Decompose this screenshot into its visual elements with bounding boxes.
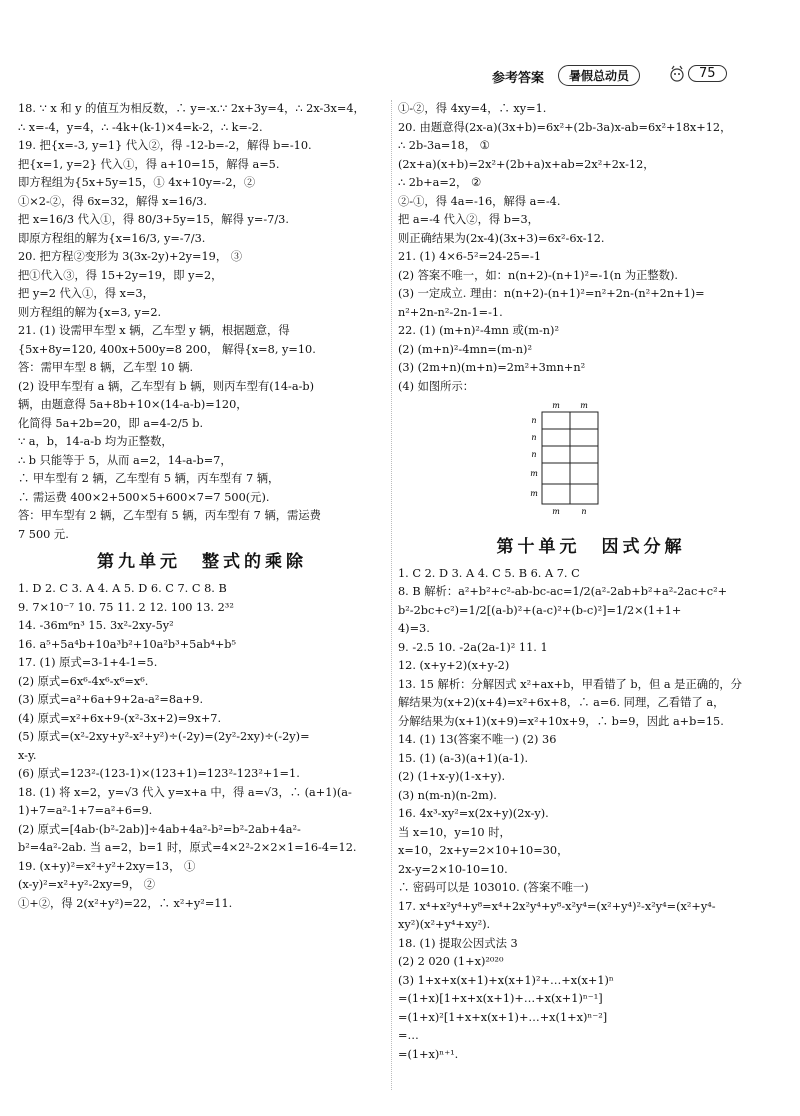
answer-line: 1. C 2. D 3. A 4. C 5. B 6. A 7. C — [398, 566, 580, 580]
answer-line: 把 y=2 代入①，得 x=3， — [18, 287, 154, 300]
unit10-title: 第十单元 因式分解 — [496, 536, 686, 557]
answer-line: ∴ 甲车型有 2 辆，乙车型有 5 辆，丙车型有 7 辆， — [18, 472, 280, 485]
figure-side-label: m — [530, 489, 538, 498]
answer-line: 21. (1) 设需甲车型 x 辆，乙车型 y 辆，根据题意，得 — [18, 324, 290, 337]
answer-line: (3) 一定成立. 理由：n(n+2)-(n+1)²=n²+2n-(n²+2n+1)= — [398, 287, 705, 300]
answer-line: ①×2-②，得 6x=32，解得 x=16/3. — [18, 194, 207, 208]
answer-line: 4)=3. — [398, 622, 430, 635]
answer-line: 当 x=10，y=10 时， — [398, 825, 511, 839]
answer-line: 把{x=1, y=2} 代入①，得 a+10=15，解得 a=5. — [18, 157, 280, 171]
figure-bottom-label: n — [581, 507, 587, 516]
answer-line: ∴ 2b+a=2， ② — [398, 176, 482, 189]
answer-line: 即方程组为{5x+5y=15，① 4x+10y=-2，② — [18, 176, 256, 189]
figure-side-label: n — [531, 450, 537, 459]
answer-line: 解结果为(x+2)(x+4)=x²+6x+8，∴ a=6. 同理，乙看错了 a， — [398, 696, 725, 709]
answer-line: ①+②，得 2(x²+y²)=22，∴ x²+y²=11. — [18, 896, 233, 910]
answer-line: 22. (1) (m+n)²-4mn 或(m-n)² — [398, 324, 559, 337]
figure-side-label: n — [531, 433, 537, 442]
answer-line: =… — [398, 1029, 419, 1042]
answer-line: 2x-y=2×10-10=10. — [398, 862, 508, 876]
answer-line: (3) (2m+n)(m+n)=2m²+3mn+n² — [398, 361, 586, 374]
answer-line: 18. ∵ x 和 y 的值互为相反数，∴ y=-x.∵ 2x+3y=4，∴ 2x-3x=4， — [18, 102, 365, 115]
header-reference-label: 参考答案 — [492, 71, 545, 86]
right-top-answers — [398, 100, 784, 396]
answer-line: (3) 原式=a²+6a+9+2a-a²=8a+9. — [18, 693, 204, 706]
answer-line: 8. B 解析：a²+b²+c²-ab-bc-ac=1/2(a²-2ab+b²+a²-2ac+c²+ — [398, 585, 728, 598]
figure-bottom-label: m — [552, 507, 560, 516]
answer-line: (4) 如图所示： — [398, 379, 475, 393]
answer-line: 答：甲车型有 2 辆，乙车型有 5 辆，丙车型有 7 辆，需运费 — [18, 509, 321, 522]
answer-line: 把 a=-4 代入②，得 b=3， — [398, 213, 539, 226]
answer-line: 则方程组的解为{x=3, y=2. — [18, 305, 162, 319]
answer-line: 9. 7×10⁻⁷ 10. 75 11. 2 12. 100 13. 2³² — [18, 600, 234, 614]
answer-line: ②-①，得 4a=-16，解得 a=-4. — [398, 194, 561, 208]
answer-line: =(1+x)²[1+x+x(x+1)+…+x(1+x)ⁿ⁻²] — [398, 1010, 608, 1024]
answer-line: (6) 原式=123²-(123-1)×(123+1)=123²-123²+1=1. — [18, 767, 300, 780]
answer-line: (3) n(m-n)(n-2m). — [398, 788, 497, 802]
answer-line: 13. 15 解析：分解因式 x²+ax+b，甲看错了 b，但 a 是正确的，分 — [398, 677, 742, 691]
figure-side-label: n — [531, 416, 537, 425]
left-column — [18, 100, 386, 913]
answer-line: 14. -36m⁶n³ 15. 3x²-2xy-5y² — [18, 619, 174, 632]
answer-line: 17. (1) 原式=3-1+4-1=5. — [18, 656, 158, 669]
answer-line: (2) (m+n)²-4mn=(m-n)² — [398, 342, 532, 356]
area-model-figure — [528, 400, 608, 518]
answer-line: (2) 答案不唯一，如：n(n+2)-(n+1)²=-1(n 为正整数). — [398, 268, 679, 282]
answer-line: (4) 原式=x²+6x+9-(x²-3x+2)=9x+7. — [18, 711, 222, 725]
answer-line: {5x+8y=120, 400x+500y=8 200， 解得{x=8, y=10. — [18, 342, 316, 356]
answer-line: 把①代入③，得 15+2y=19，即 y=2， — [18, 268, 223, 282]
answer-line: 16. a⁵+5a⁴b+10a³b²+10a²b³+5ab⁴+b⁵ — [18, 637, 237, 651]
answer-line: ∴ 密码可以是 103010. (答案不唯一) — [398, 881, 589, 894]
answer-line: 答：需甲车型 8 辆，乙车型 10 辆. — [18, 361, 194, 374]
answer-line: (3) 1+x+x(x+1)+x(x+1)²+…+x(x+1)ⁿ — [398, 973, 614, 987]
answer-line: ∴ x=-4，y=4，∴ -4k+(k-1)×4=k-2，∴ k=-2. — [18, 120, 263, 134]
left-bottom-answers — [18, 580, 386, 913]
answer-line: ∴ 2b-3a=18， ① — [398, 139, 490, 152]
answer-line: 18. (1) 将 x=2，y=√3 代入 y=x+a 中，得 a=√3，∴ (a+1)(a- — [18, 785, 352, 799]
page-header — [488, 64, 733, 86]
header-brand: 暑假总动员 — [558, 65, 640, 86]
answer-line: n²+2n-n²-2n-1=-1. — [398, 305, 503, 319]
answer-line: b²=4a²-2ab. 当 a=2，b=1 时，原式=4×2²-2×2×1=16-4=12. — [18, 841, 357, 854]
answer-line: 1)+7=a²-1+7=a²+6=9. — [18, 804, 153, 817]
answer-line: 辆，由题意得 5a+8b+10×(14-a-b)=120， — [18, 398, 248, 411]
answer-line: (x-y)²=x²+y²-2xy=9， ② — [18, 878, 156, 891]
answer-line: 17. x⁴+x²y⁴+y⁸=x⁴+2x²y⁴+y⁸-x²y⁴=(x²+y⁴)²-x²y⁴=(x²+y⁴- — [398, 899, 716, 913]
right-column — [398, 100, 784, 1064]
answer-line: 15. (1) (a-3)(a+1)(a-1). — [398, 751, 529, 765]
answer-line: (2) 设甲车型有 a 辆，乙车型有 b 辆，则丙车型有(14-a-b) — [18, 379, 315, 393]
answer-line: =(1+x)ⁿ⁺¹. — [398, 1047, 459, 1061]
right-bottom-answers — [398, 565, 784, 1065]
answer-line: 1. D 2. C 3. A 4. A 5. D 6. C 7. C 8. B — [18, 582, 227, 595]
unit9-title: 第九单元 整式的乘除 — [97, 552, 307, 572]
answer-line: 则正确结果为(2x-4)(3x+3)=6x²-6x-12. — [398, 231, 605, 245]
answer-line: 分解结果为(x+1)(x+9)=x²+10x+9，∴ b=9，因此 a+b=15. — [398, 714, 724, 728]
page-number: 75 — [688, 65, 727, 82]
answer-line: 把 x=16/3 代入①，得 80/3+5y=15，解得 y=-7/3. — [18, 213, 289, 226]
answer-line: (2) 原式=6x⁶-4x⁶-x⁶=x⁶. — [18, 674, 149, 688]
answer-line: (2) 2 020 (1+x)²⁰²⁰ — [398, 955, 504, 968]
answer-line: 12. (x+y+2)(x+y-2) — [398, 659, 510, 672]
answer-line: ∴ b 只能等于 5，从而 a=2，14-a-b=7， — [18, 453, 232, 467]
answer-line: 20. 把方程②变形为 3(3x-2y)+2y=19， ③ — [18, 250, 243, 263]
left-top-answers — [18, 100, 386, 544]
answer-line: 7 500 元. — [18, 527, 69, 541]
answer-line: ∵ a，b，14-a-b 均为正整数， — [18, 435, 173, 448]
answer-line: 即原方程组的解为{x=16/3, y=-7/3. — [18, 231, 206, 245]
answer-line: (2) (1+x-y)(1-x+y). — [398, 770, 506, 783]
answer-line: ①-②，得 4xy=4，∴ xy=1. — [398, 102, 547, 115]
answer-line: 化简得 5a+2b=20，即 a=4-2/5 b. — [18, 416, 204, 430]
answer-line: 9. -2.5 10. -2a(2a-1)² 11. 1 — [398, 640, 548, 654]
mascot-icon — [668, 64, 686, 84]
figure-top-label: m — [580, 401, 588, 410]
answer-line: 20. 由题意得(2x-a)(3x+b)=6x²+(2b-3a)x-ab=6x²+18x+12， — [398, 120, 732, 134]
answer-line: x=10，2x+y=2×10+10=30， — [398, 844, 569, 857]
answer-line: x-y. — [18, 748, 37, 762]
answer-line: xy²)(x²+y⁴+xy²). — [398, 918, 491, 931]
answer-line: b²-2bc+c²)=1/2[(a-b)²+(a-c)²+(b-c)²]=1/2×(1+1+ — [398, 603, 682, 617]
answer-line: =(1+x)[1+x+x(x+1)+…+x(x+1)ⁿ⁻¹] — [398, 992, 603, 1005]
answer-line: 16. 4x³-xy²=x(2x+y)(2x-y). — [398, 807, 549, 820]
answer-line: (2x+a)(x+b)=2x²+(2b+a)x+ab=2x²+2x-12， — [398, 157, 655, 171]
figure-side-label: m — [530, 469, 538, 478]
answer-line: (2) 原式=[4ab·(b²-2ab)]÷4ab+4a²-b²=b²-2ab+4a²- — [18, 822, 301, 836]
answer-line: (5) 原式=(x²-2xy+y²-x²+y²)÷(-2y)=(2y²-2xy)÷(-2y)= — [18, 730, 310, 743]
answer-line: 18. (1) 提取公因式法 3 — [398, 936, 518, 950]
answer-line: 21. (1) 4×6-5²=24-25=-1 — [398, 250, 542, 263]
figure-top-label: m — [552, 401, 560, 410]
answer-line: 14. (1) 13(答案不唯一) (2) 36 — [398, 733, 557, 746]
answer-line: 19. 把{x=-3, y=1} 代入②，得 -12-b=-2，解得 b=-10. — [18, 139, 312, 152]
answer-line: 19. (x+y)²=x²+y²+2xy=13， ① — [18, 859, 196, 873]
column-divider — [391, 100, 392, 1090]
answer-line: ∴ 需运费 400×2+500×5+600×7=7 500(元). — [18, 490, 270, 504]
